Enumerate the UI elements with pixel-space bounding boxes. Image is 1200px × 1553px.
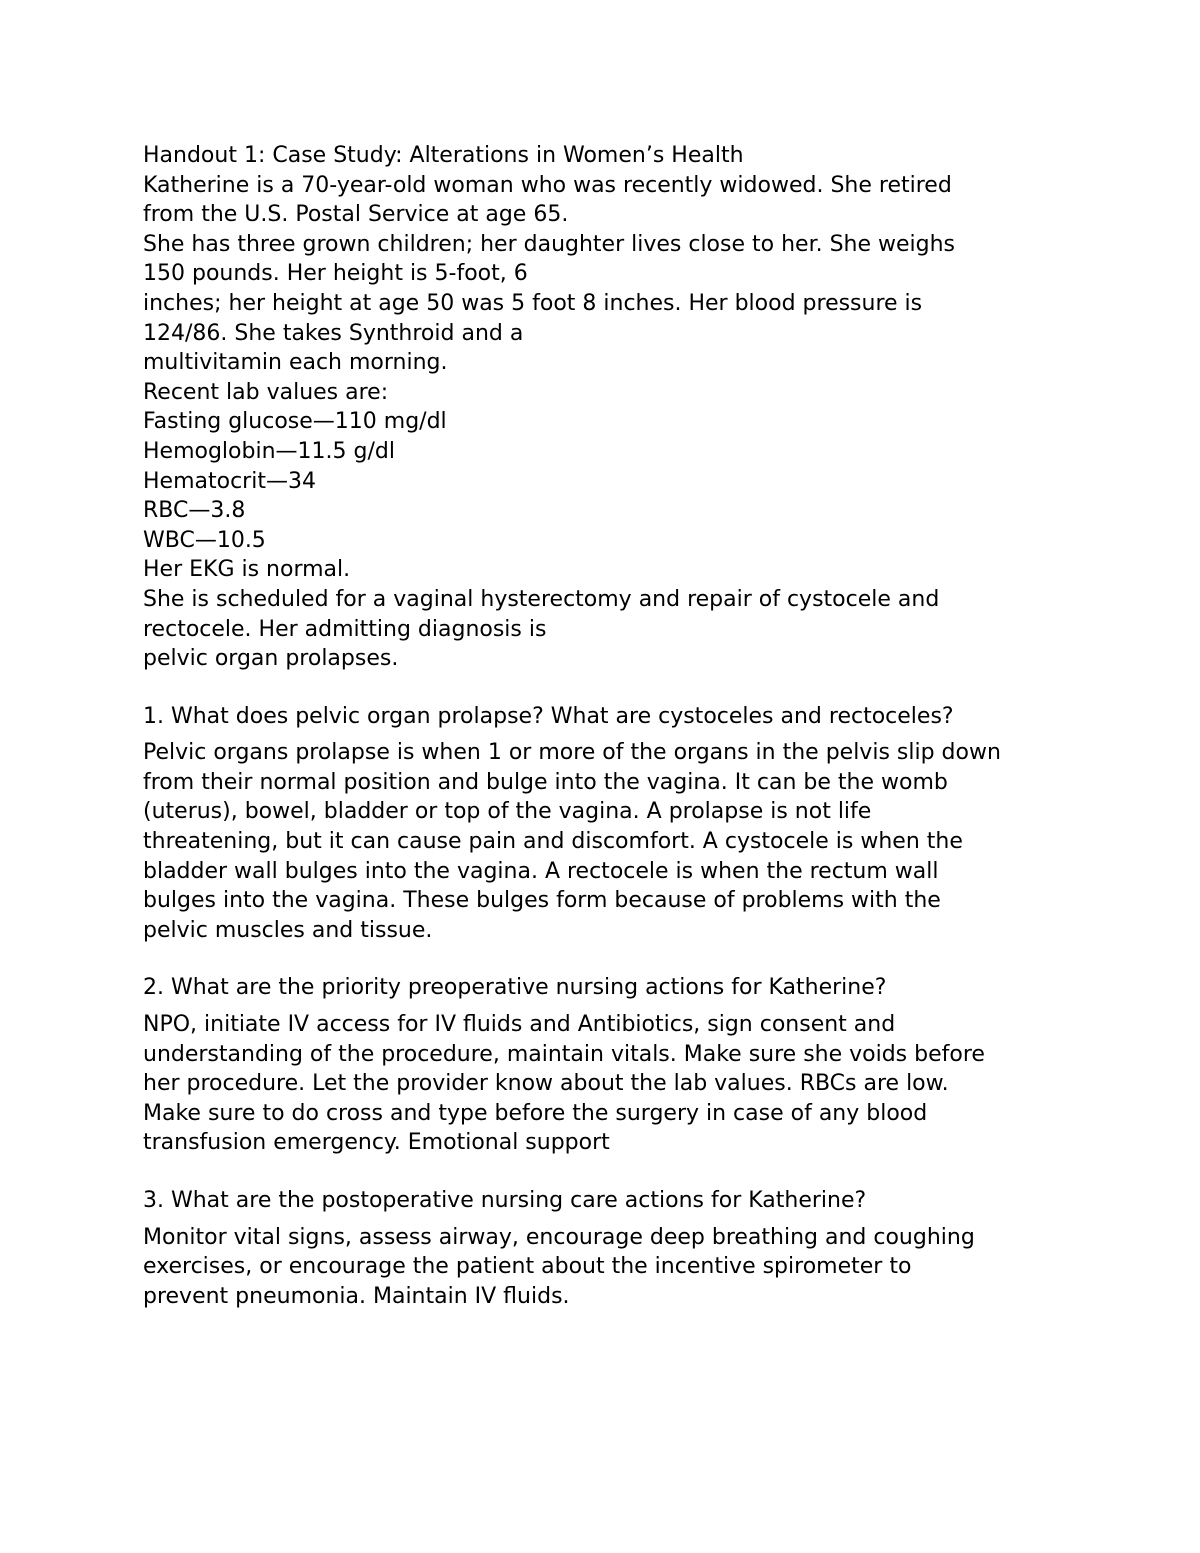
case-line: Her EKG is normal. bbox=[143, 557, 351, 583]
answer-line: exercises, or encourage the patient about the incentive spirometer to bbox=[143, 1254, 912, 1280]
answer-line: NPO, initiate IV access for IV fluids and Antibiotics, sign consent and bbox=[143, 1012, 896, 1038]
lab-value: Hemoglobin—11.5 g/dl bbox=[143, 438, 395, 464]
answer-line: Monitor vital signs, assess airway, encourage deep breathing and coughing bbox=[143, 1224, 975, 1250]
question-block bbox=[143, 1186, 1103, 1311]
case-line: inches; her height at age 50 was 5 foot 8 inches. Her blood pressure is bbox=[143, 290, 923, 316]
question-text: 1. What does pelvic organ prolapse? What are cystoceles and rectoceles? bbox=[143, 703, 954, 729]
answer-text bbox=[143, 1010, 1103, 1158]
answer-line: Make sure to do cross and type before the surgery in case of any blood bbox=[143, 1100, 928, 1126]
answer-line: understanding of the procedure, maintain vitals. Make sure she voids before bbox=[143, 1041, 985, 1067]
case-line: from the U.S. Postal Service at age 65. bbox=[143, 202, 569, 228]
lab-value: WBC—10.5 bbox=[143, 527, 266, 553]
case-line: pelvic organ prolapses. bbox=[143, 646, 399, 672]
answer-line: pelvic muscles and tissue. bbox=[143, 917, 433, 943]
lab-values-heading: Recent lab values are: bbox=[143, 379, 389, 405]
answer-line: her procedure. Let the provider know about the lab values. RBCs are low. bbox=[143, 1071, 949, 1097]
case-line: rectocele. Her admitting diagnosis is bbox=[143, 616, 547, 642]
answer-line: prevent pneumonia. Maintain IV fluids. bbox=[143, 1283, 570, 1309]
answer-line: from their normal position and bulge into the vagina. It can be the womb bbox=[143, 769, 948, 795]
case-description bbox=[143, 171, 1103, 674]
answer-line: bladder wall bulges into the vagina. A rectocele is when the rectum wall bbox=[143, 858, 939, 884]
question-text: 2. What are the priority preoperative nursing actions for Katherine? bbox=[143, 975, 887, 1001]
case-line: Katherine is a 70-year-old woman who was recently widowed. She retired bbox=[143, 172, 952, 198]
document-page bbox=[143, 141, 1103, 1311]
lab-value: RBC—3.8 bbox=[143, 498, 246, 524]
answer-text bbox=[143, 738, 1103, 945]
answer-line: transfusion emergency. Emotional support bbox=[143, 1130, 610, 1156]
lab-value: Fasting glucose—110 mg/dl bbox=[143, 409, 447, 435]
answer-text bbox=[143, 1223, 1103, 1312]
answer-line: bulges into the vagina. These bulges form because of problems with the bbox=[143, 888, 941, 914]
answer-line: (uterus), bowel, bladder or top of the vagina. A prolapse is not life bbox=[143, 799, 872, 825]
case-line: She is scheduled for a vaginal hysterectomy and repair of cystocele and bbox=[143, 586, 940, 612]
lab-value: Hematocrit—34 bbox=[143, 468, 316, 494]
question-block bbox=[143, 973, 1103, 1158]
case-line: multivitamin each morning. bbox=[143, 350, 448, 376]
case-line: 124/86. She takes Synthroid and a bbox=[143, 320, 524, 346]
question-text: 3. What are the postoperative nursing care actions for Katherine? bbox=[143, 1188, 867, 1213]
answer-line: Pelvic organs prolapse is when 1 or more of the organs in the pelvis slip down bbox=[143, 740, 1001, 766]
answer-line: threatening, but it can cause pain and discomfort. A cystocele is when the bbox=[143, 829, 963, 855]
document-title: Handout 1: Case Study: Alterations in Women’s Health bbox=[143, 143, 744, 168]
case-line: She has three grown children; her daughter lives close to her. She weighs bbox=[143, 231, 956, 257]
case-line: 150 pounds. Her height is 5-foot, 6 bbox=[143, 261, 528, 287]
question-block bbox=[143, 702, 1103, 946]
